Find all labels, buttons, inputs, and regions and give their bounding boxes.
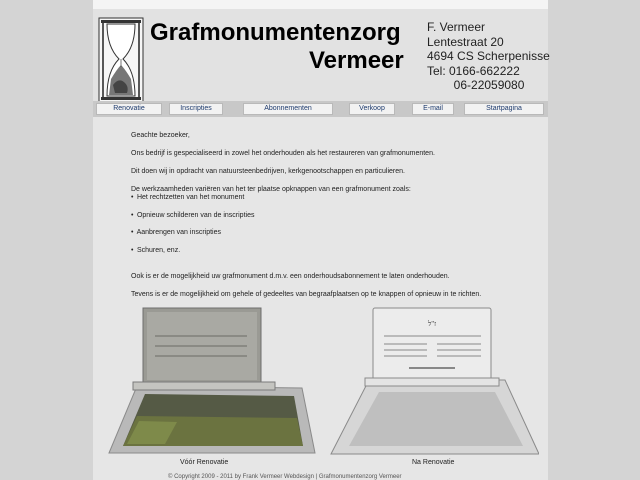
list-item: • Aanbrengen van inscripties bbox=[131, 229, 222, 236]
paragraph-2: Dit doen wij in opdracht van natuursteenbedrijven, kerkgenootschappen en particulieren. bbox=[131, 168, 405, 175]
contact-info: F. Vermeer Lentestraat 20 4694 CS Scherpenisse Tel: 0166-662222 06-22059080 bbox=[427, 20, 550, 92]
site-header bbox=[93, 9, 548, 101]
grave-after-image bbox=[329, 306, 539, 458]
footer-text: © Copyright 2009 - 2011 by Frank Vermeer Webdesign | Grafmonumentenzorg Vermeer bbox=[168, 474, 402, 480]
svg-text:ז"ל: ז"ל bbox=[427, 320, 437, 328]
after-caption: Na Renovatie bbox=[412, 459, 455, 466]
hourglass-logo-icon bbox=[97, 17, 145, 103]
paragraph-3: De werkzaamheden variëren van het ter plaatse opknappen van een grafmonument zoals: bbox=[131, 186, 411, 193]
list-item: • Het rechtzetten van het monument bbox=[131, 194, 245, 201]
paragraph-4: Ook is er de mogelijkheid uw grafmonument d.m.v. een onderhoudsabonnement te laten onderhouden. bbox=[131, 273, 450, 280]
nav-inscripties-button[interactable]: Inscripties bbox=[169, 103, 223, 115]
site-title-line1: Grafmonumentenzorg bbox=[150, 19, 401, 46]
list-item: • Opnieuw schilderen van de inscripties bbox=[131, 212, 255, 219]
nav-abonnementen-button[interactable]: Abonnementen bbox=[243, 103, 333, 115]
site-title-line2: Vermeer bbox=[309, 47, 404, 74]
top-strip bbox=[93, 0, 548, 9]
nav-email-button[interactable]: E-mail bbox=[412, 103, 454, 115]
paragraph-5: Tevens is er de mogelijkheid om gehele of gedeeltes van begraafplaatsen op te knappen of opnieuw in te richten. bbox=[131, 291, 482, 298]
page-container bbox=[93, 0, 548, 480]
nav-verkoop-button[interactable]: Verkoop bbox=[349, 103, 395, 115]
grave-before-image bbox=[107, 306, 317, 456]
nav-renovatie-button[interactable]: Renovatie bbox=[96, 103, 162, 115]
nav-startpagina-button[interactable]: Startpagina bbox=[464, 103, 544, 115]
list-item: • Schuren, enz. bbox=[131, 247, 181, 254]
before-caption: Vóór Renovatie bbox=[180, 459, 229, 466]
greeting-text: Geachte bezoeker, bbox=[131, 132, 190, 139]
paragraph-1: Ons bedrijf is gespecialiseerd in zowel het onderhouden als het restaureren van grafmonumenten. bbox=[131, 150, 435, 157]
